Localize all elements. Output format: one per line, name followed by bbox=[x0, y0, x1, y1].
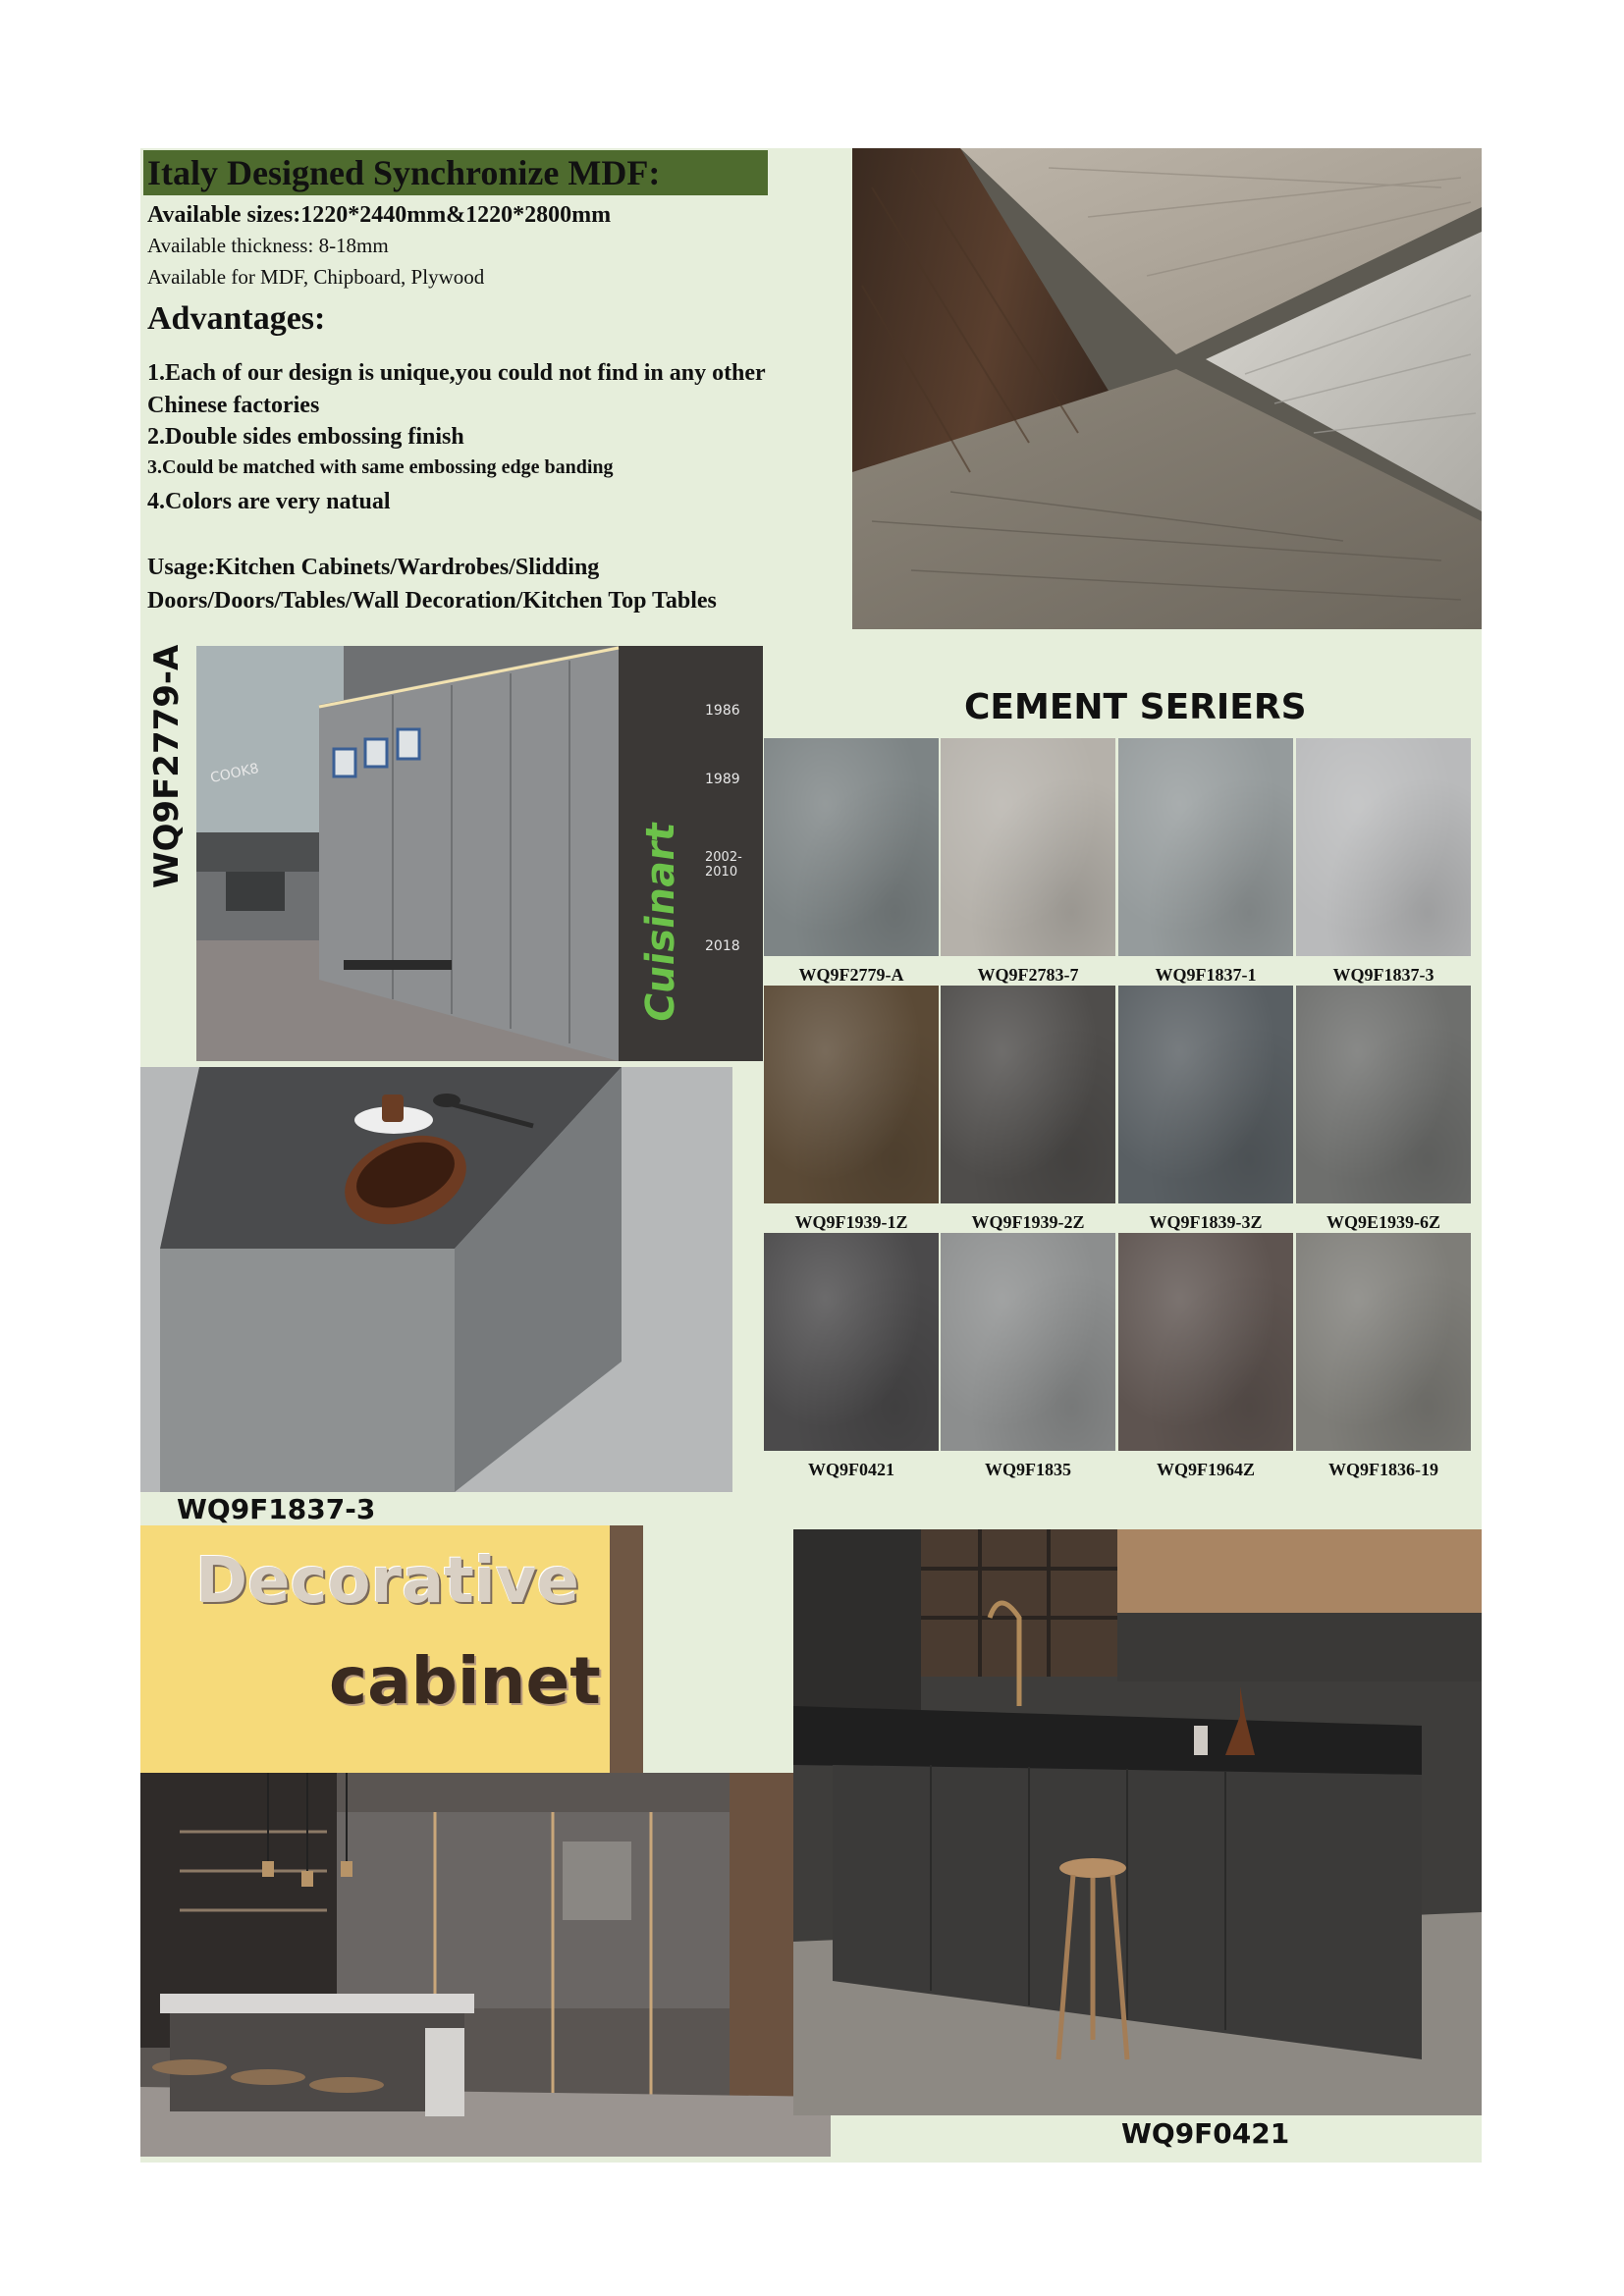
swatch-code: WQ9F1837-3 bbox=[1332, 965, 1435, 985]
swatch-2-0 bbox=[764, 1233, 939, 1451]
kitchen-left-photo bbox=[140, 1773, 831, 2157]
swatch-code: WQ9F1964Z bbox=[1156, 1460, 1255, 1479]
island-label: WQ9F1837-3 bbox=[177, 1493, 376, 1525]
swatch-code: WQ9F1837-1 bbox=[1155, 965, 1257, 985]
island-photo bbox=[140, 1067, 732, 1492]
swatch-code: WQ9F1836-19 bbox=[1328, 1460, 1438, 1479]
advantage-2: 2.Double sides embossing finish bbox=[147, 424, 464, 450]
wood-boards-photo bbox=[852, 148, 1482, 629]
swatch-2-3 bbox=[1296, 1233, 1471, 1451]
swatch-0-2 bbox=[1118, 738, 1293, 956]
series-title: CEMENT SERIERS bbox=[964, 687, 1307, 727]
swatch-2-1 bbox=[941, 1233, 1115, 1451]
advantage-3: 3.Could be matched with same embossing edge banding bbox=[147, 456, 614, 478]
showroom-label: WQ9F2779-A bbox=[147, 644, 187, 888]
advantage-1: 1.Each of our design is unique,you could not find in any other bbox=[147, 360, 766, 386]
advantage-1-cont: Chinese factories bbox=[147, 393, 320, 418]
swatch-0-3 bbox=[1296, 738, 1471, 956]
swatch-code: WQ9F1939-1Z bbox=[794, 1212, 908, 1232]
sign-year-4: 2018 bbox=[705, 938, 740, 954]
decorative-word: Decorative bbox=[195, 1545, 579, 1618]
showroom-photo bbox=[196, 646, 763, 1061]
swatch-code: WQ9F1839-3Z bbox=[1149, 1212, 1263, 1232]
swatch-code: WQ9E1939-6Z bbox=[1326, 1212, 1440, 1232]
available-sizes: Available sizes:1220*2440mm&1220*2800mm bbox=[147, 202, 612, 228]
available-materials: Available for MDF, Chipboard, Plywood bbox=[147, 265, 485, 289]
sign-year-2: 1989 bbox=[705, 772, 740, 787]
swatch-0-1 bbox=[941, 738, 1115, 956]
advantages-heading: Advantages: bbox=[147, 300, 326, 337]
page-title: Italy Designed Synchronize MDF: bbox=[143, 150, 768, 195]
swatch-1-2 bbox=[1118, 986, 1293, 1203]
swatch-1-1 bbox=[941, 986, 1115, 1203]
sign-year-3: 2002-2010 bbox=[705, 850, 742, 880]
swatch-1-0 bbox=[764, 986, 939, 1203]
decorative-banner bbox=[140, 1525, 643, 1773]
cabinet-word: cabinet bbox=[329, 1643, 601, 1719]
cuisinart-logo: Cuisinart bbox=[638, 819, 683, 1026]
advantage-4: 4.Colors are very natual bbox=[147, 489, 391, 514]
swatch-1-3 bbox=[1296, 986, 1471, 1203]
banner-edge bbox=[610, 1525, 643, 1773]
swatch-2-2 bbox=[1118, 1233, 1293, 1451]
sign-year-1: 1986 bbox=[705, 703, 740, 719]
showroom-ceiling-text: COOK8 bbox=[208, 760, 261, 787]
swatch-code: WQ9F0421 bbox=[808, 1460, 894, 1479]
swatch-code: WQ9F2783-7 bbox=[977, 965, 1079, 985]
usage-line-2: Doors/Doors/Tables/Wall Decoration/Kitchen Top Tables bbox=[147, 588, 717, 614]
kitchen-label: WQ9F0421 bbox=[1121, 2117, 1290, 2150]
swatch-code: WQ9F2779-A bbox=[798, 965, 904, 985]
swatch-code: WQ9F1835 bbox=[985, 1460, 1071, 1479]
swatch-0-0 bbox=[764, 738, 939, 956]
kitchen-right-photo bbox=[793, 1529, 1482, 2115]
swatch-code: WQ9F1939-2Z bbox=[971, 1212, 1085, 1232]
usage-line-1: Usage:Kitchen Cabinets/Wardrobes/Slidding bbox=[147, 555, 600, 580]
available-thickness: Available thickness: 8-18mm bbox=[147, 234, 389, 257]
